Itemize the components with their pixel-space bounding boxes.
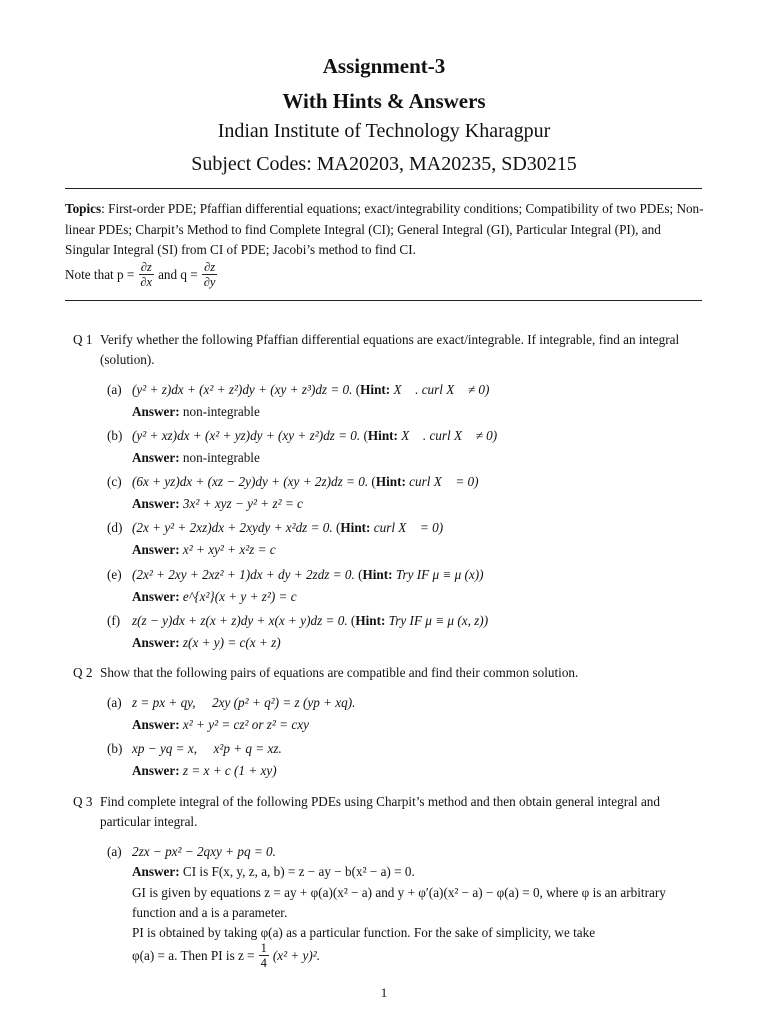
p-fraction [138,260,154,289]
answer-label: Answer: [132,635,180,650]
question-number: Q 1 [73,332,93,347]
p-denominator: ∂x [140,275,153,289]
q1-item-b: (b) (y² + xz)dx + (x² + yz)dy + (xy + z²)dz = 0. (Hint: X⃗ . curl X⃗ ≠ 0) [107,426,497,446]
q1-answer-b [132,448,260,468]
q3-general-integral: GI is given by equations z = ay + φ(a)(x² − a) and y + φ′(a)(x² − a) − φ(a) = 0, where φ is an arbitrary function and a is a parameter. [132,885,666,920]
q1-item-e: (e) (2x² + 2xy + 2xz² + 1)dx + dy + 2zdz = 0. (Hint: Try IF μ ≡ μ (x)) [107,565,484,585]
answer-label: Answer: [132,763,180,778]
item-label: (a) [107,844,122,859]
q1-item-f: (f) z(z − y)dx + z(x + z)dy + x(x + y)dz = 0. (Hint: Try IF μ ≡ μ (x, z)) [107,611,488,631]
subject-codes: Subject Codes: MA20203, MA20235, SD30215 [191,153,577,175]
answer-label: Answer: [132,404,180,419]
q3-answer-ci [132,862,415,882]
q1-answer-f [132,633,281,653]
question-text: Find complete integral of the following PDEs using Charpit’s method and then obtain general integral and particular integral. [100,794,660,829]
hint-text: curl X⃗ = 0) [409,474,479,489]
hint-label: Hint: [340,520,371,535]
p-numerator: ∂z [140,260,152,274]
q-fraction [202,260,218,289]
answer-text: z = x + c (1 + xy) [182,763,277,778]
question-text: Show that the following pairs of equations are compatible and find their common solution. [100,665,579,680]
q1-answer-c [132,494,303,514]
topics-label: Topics [65,201,102,216]
hint-label: Hint: [367,428,398,443]
hint-text: X⃗ . curl X⃗ ≠ 0) [401,428,498,443]
topics-paragraph [65,199,705,261]
answer-text: 3x² + xyz − y² + z² = c [182,496,303,511]
q3-particular-integral-line2 [132,941,704,970]
pi-text: φ(a) = a. Then PI is z = [132,947,255,963]
answer-text: z(x + y) = c(x + z) [182,635,281,650]
answer-text: e^{x²}(x + y + z²) = c [182,589,297,604]
answer-text: x² + xy² + x²z = c [182,542,276,557]
q1-item-d: (d) (2x + y² + 2xz)dx + 2xydy + x²dz = 0. (Hint: curl X⃗ = 0) [107,518,443,538]
q1-answer-a [132,402,260,422]
item-equation: 2zx − px² − 2qxy + pq = 0. [132,844,276,859]
answer-label: Answer: [132,864,180,879]
hint-label: Hint: [360,382,391,397]
item-label: (e) [107,567,122,582]
item-equation: (y² + xz)dx + (x² + yz)dy + (xy + z²)dz = 0. [132,428,361,443]
topics-text: : First-order PDE; Pfaffian differential equations; exact/integrability conditions; Compatibility of two PDEs; Non-linear PDEs; Charpit’s Method to find Complete Integral (CI); General Integral (GI), Particular Integral (PI), and Singular Integral (SI) from CI of PDE; Jacobi’s method to find CI. [65,201,704,257]
q1-item-c: (c) (6x + yz)dx + (xz − 2y)dy + (xy + 2z)dz = 0. (Hint: curl X⃗ = 0) [107,472,479,492]
page-number: 1 [380,985,388,1000]
document-subtitle: With Hints & Answers [282,89,486,113]
item-equation: z = px + qy, 2xy (p² + q²) = z (yp + xq). [132,695,356,710]
item-label: (d) [107,520,123,535]
item-equation: (6x + yz)dx + (xz − 2y)dy + (xy + 2z)dz = 0. [132,474,369,489]
answer-label: Answer: [132,717,180,732]
hint-text: Try IF μ ≡ μ (x)) [395,567,484,582]
q2-item-b [107,739,282,759]
q1-item-a: (a) (y² + z)dx + (x² + z²)dy + (xy + z³)dz = 0. (Hint: X⃗ . curl X⃗ ≠ 0) [107,380,489,400]
q2-answer-b [132,761,277,781]
q2-item-a [107,693,355,713]
note-prefix: Note that p = [65,266,135,282]
answer-label: Answer: [132,542,180,557]
answer-label: Answer: [132,450,180,465]
institute-name: Indian Institute of Technology Kharagpur [217,120,551,142]
pi-numerator: 1 [260,941,267,955]
q1-answer-d [132,540,276,560]
answer-text: non-integrable [182,404,260,419]
note-mid: and q = [158,266,198,282]
item-label: (a) [107,695,122,710]
q-numerator: ∂z [204,260,216,274]
q3-particular-integral-line1: PI is obtained by taking φ(a) as a particular function. For the sake of simplicity, we take [132,925,596,940]
q-denominator: ∂y [203,275,216,289]
hint-text: Try IF μ ≡ μ (x, z)) [388,613,489,628]
answer-label: Answer: [132,496,180,511]
pi-denominator: 4 [260,956,267,970]
answer-label: Answer: [132,589,180,604]
hint-label: Hint: [375,474,406,489]
item-equation: (2x + y² + 2xz)dx + 2xydy + x²dz = 0. [132,520,333,535]
hint-text: X⃗ . curl X⃗ ≠ 0) [393,382,490,397]
bottom-divider [65,300,702,301]
item-label: (b) [107,428,123,443]
question-number: Q 2 [73,665,93,680]
q1-answer-e [132,587,297,607]
document-title: Assignment-3 [322,54,446,78]
hint-label: Hint: [362,567,393,582]
pi-fraction [259,941,269,970]
item-label: (b) [107,741,123,756]
top-divider [65,188,702,189]
pi-expression: (x² + y)². [272,947,321,963]
item-equation: z(z − y)dx + z(x + z)dy + x(x + y)dz = 0. [132,613,348,628]
answer-text: non-integrable [182,450,260,465]
item-label: (f) [107,613,121,628]
hint-label: Hint: [355,613,386,628]
q2-answer-a [132,715,309,735]
notation-note [65,260,221,289]
question-text: Verify whether the following Pfaffian differential equations are exact/integrable. If integrable, find an integral (solution). [100,332,680,367]
answer-text: CI is F(x, y, z, a, b) = z − ay − b(x² − a) = 0. [182,864,415,879]
hint-text: curl X⃗ = 0) [373,520,444,535]
item-equation: (y² + z)dx + (x² + z²)dy + (xy + z³)dz = 0. [132,382,353,397]
answer-text: x² + y² = cz² or z² = cxy [182,717,309,732]
q3-item-a [107,842,276,862]
item-label: (c) [107,474,122,489]
item-equation: (2x² + 2xy + 2xz² + 1)dx + dy + 2zdz = 0. [132,567,355,582]
item-equation: xp − yq = x, x²p + q = xz. [132,741,282,756]
item-label: (a) [107,382,122,397]
question-number: Q 3 [73,794,93,809]
